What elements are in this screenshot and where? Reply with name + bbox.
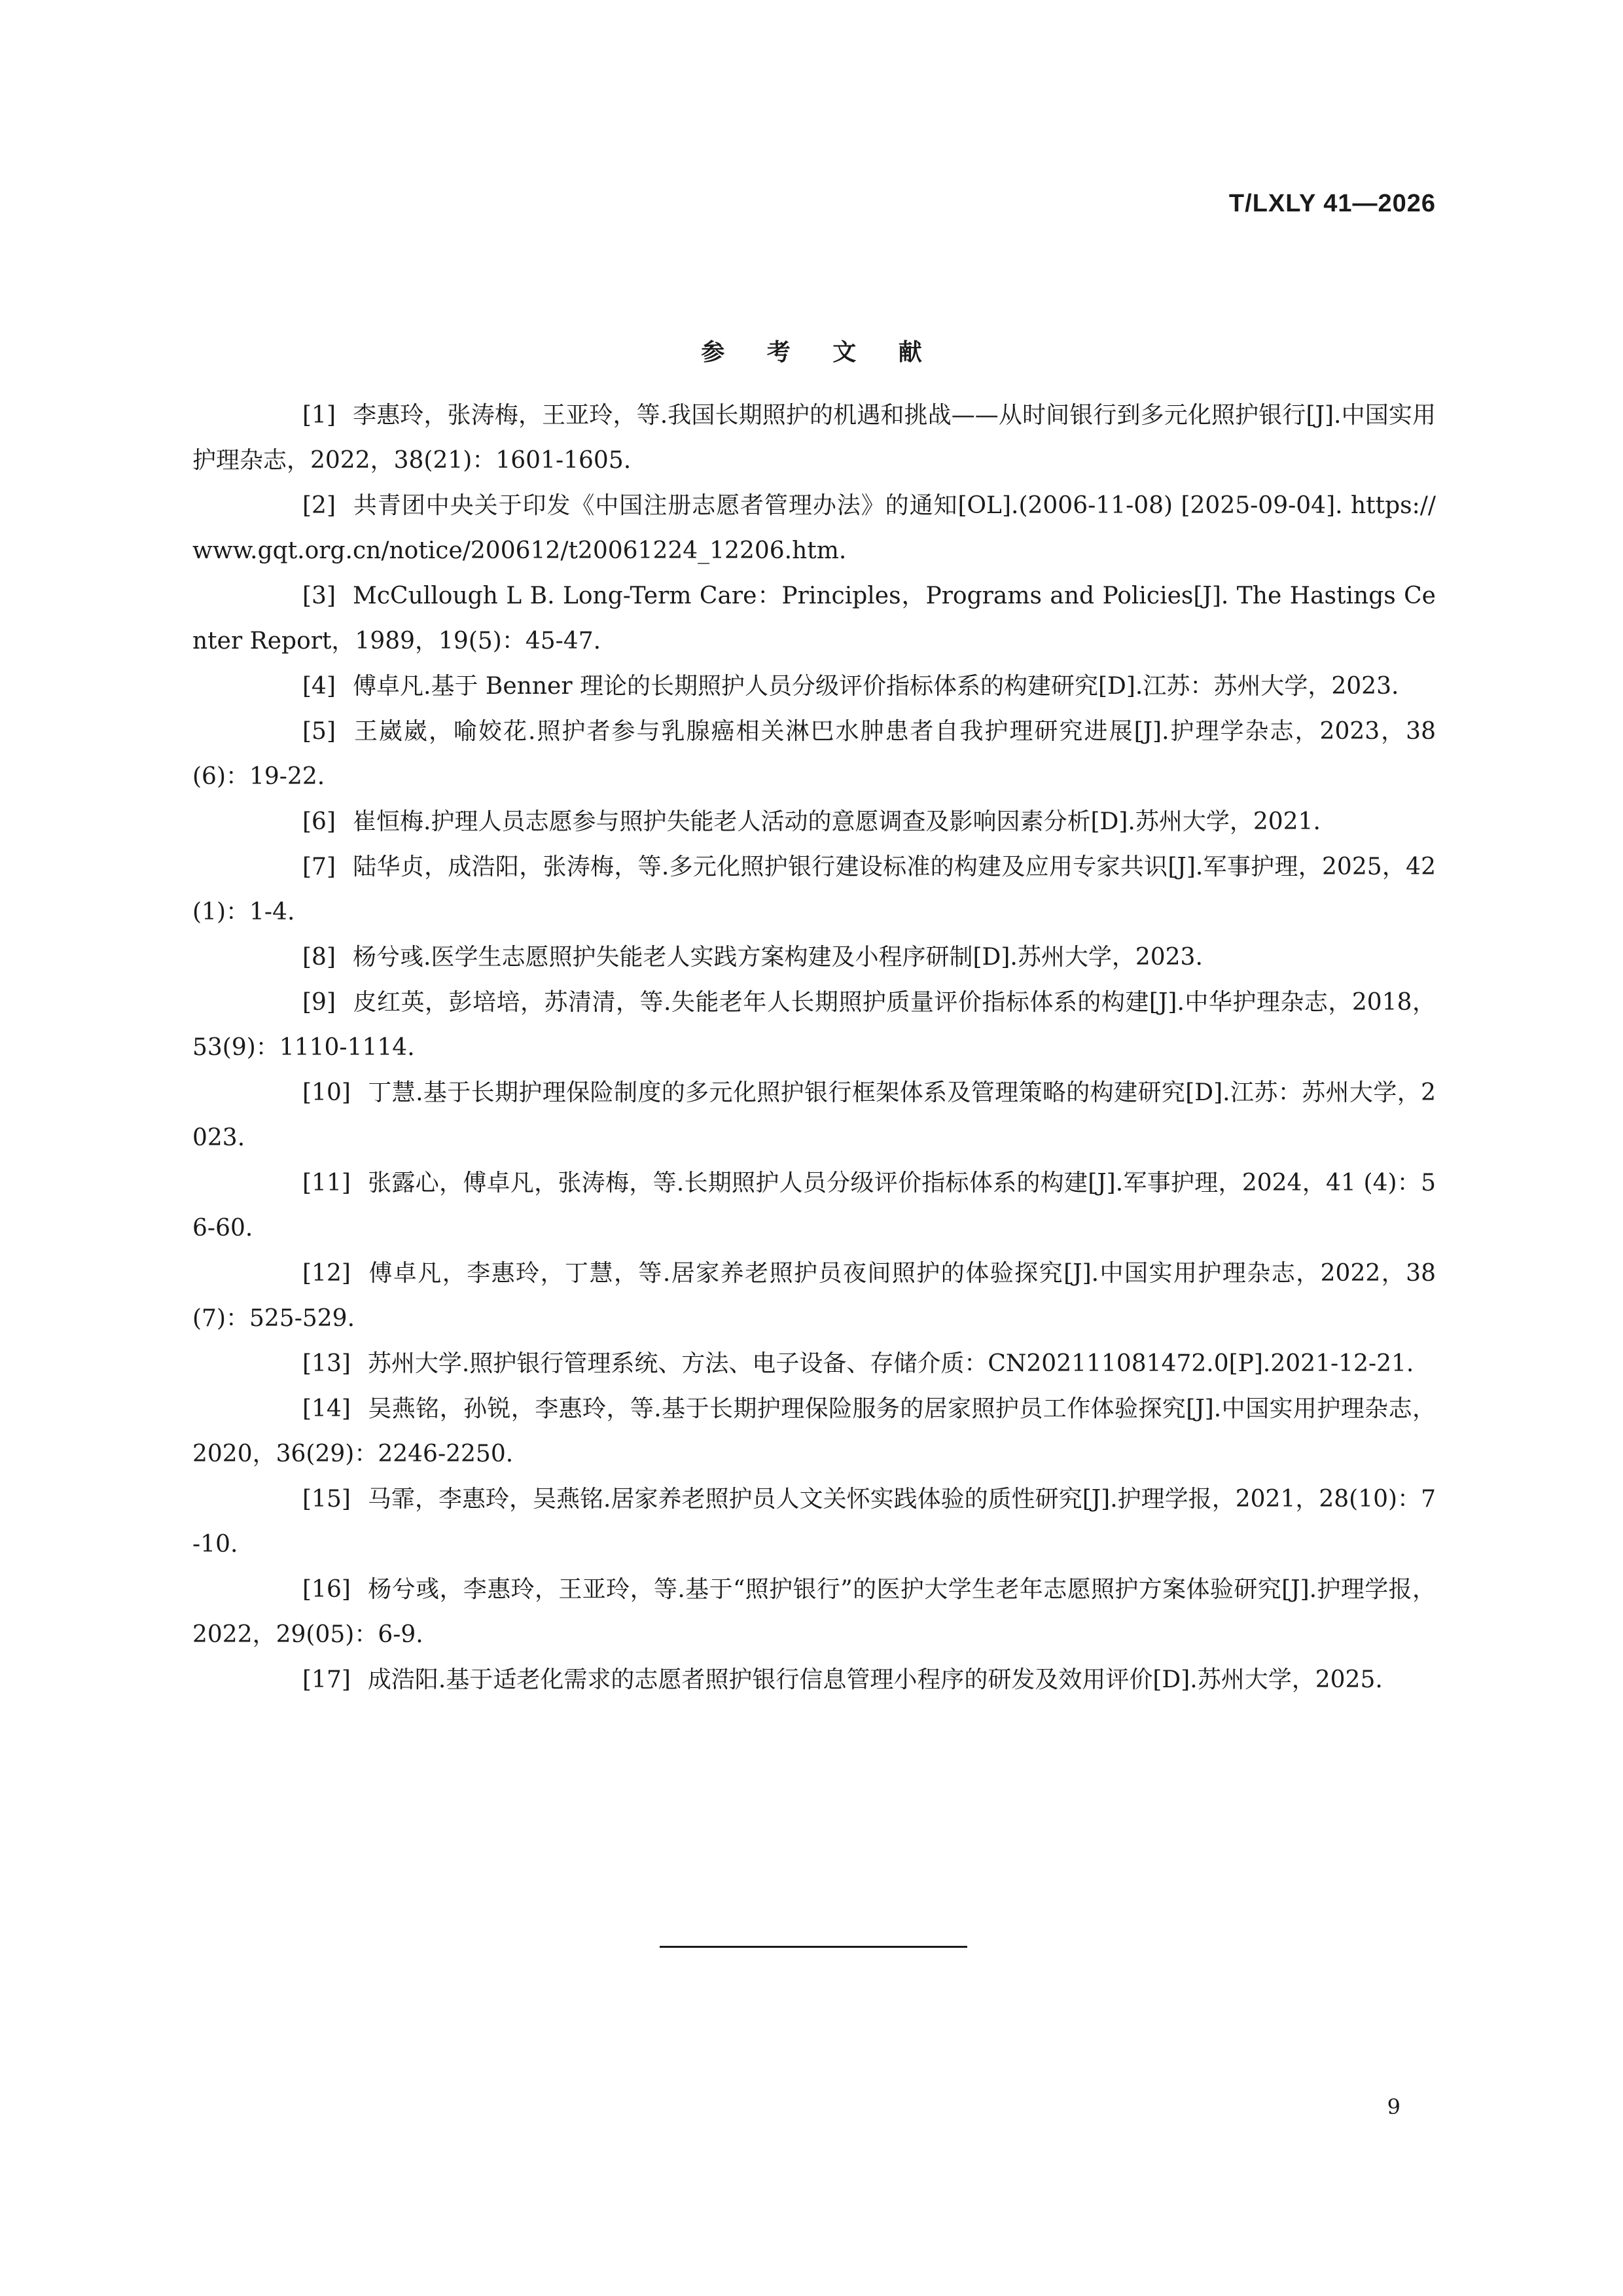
reference-text: 傅卓凡，李惠玲，丁慧，等.居家养老照护员夜间照护的体验探究[J].中国实用护理杂志，2022，38(7)：525-529. <box>192 1260 1436 1332</box>
reference-text: 陆华贞，成浩阳，张涛梅，等.多元化照护银行建设标准的构建及应用专家共识[J].军事护理，2025，42 (1)：1-4. <box>192 853 1436 925</box>
reference-number: [15] <box>302 1486 351 1513</box>
reference-number: [17] <box>302 1666 351 1693</box>
reference-number: [2] <box>302 492 336 519</box>
reference-number: [12] <box>302 1260 351 1287</box>
reference-text: 成浩阳.基于适老化需求的志愿者照护银行信息管理小程序的研发及效用评价[D].苏州大学，2025. <box>367 1666 1383 1693</box>
reference-item <box>192 1657 1436 1702</box>
reference-item <box>192 935 1436 980</box>
reference-text: 杨兮彧.医学生志愿照护失能老人实践方案构建及小程序研制[D].苏州大学，2023. <box>353 944 1203 971</box>
reference-list <box>192 393 1436 1702</box>
reference-item <box>192 1386 1436 1477</box>
reference-text: 吴燕铭，孙锐，李惠玲，等.基于长期护理保险服务的居家照护员工作体验探究[J].中国实用护理杂志，2020，36(29)：2246-2250. <box>192 1395 1436 1467</box>
reference-text: 共青团中央关于印发《中国注册志愿者管理办法》的通知[OL].(2006-11-08) [2025-09-04]. https://www.gqt.org.cn/notice/200612/t20061224_12206.htm. <box>192 492 1436 564</box>
reference-item <box>192 1070 1436 1160</box>
reference-text: 丁慧.基于长期护理保险制度的多元化照护银行框架体系及管理策略的构建研究[D].江苏：苏州大学，2023. <box>192 1079 1436 1151</box>
reference-text: 崔恒梅.护理人员志愿参与照护失能老人活动的意愿调查及影响因素分析[D].苏州大学，2021. <box>353 808 1321 835</box>
reference-number: [1] <box>302 402 336 429</box>
reference-number: [10] <box>302 1079 351 1106</box>
reference-text: 杨兮彧，李惠玲，王亚玲，等.基于“照护银行”的医护大学生老年志愿照护方案体验研究[J].护理学报，2022，29(05)：6-9. <box>192 1576 1436 1648</box>
reference-text: 马霏，李惠玲，吴燕铭.居家养老照护员人文关怀实践体验的质性研究[J].护理学报，2021，28(10)：7-10. <box>192 1486 1436 1558</box>
reference-number: [6] <box>302 808 336 835</box>
reference-number: [14] <box>302 1395 351 1422</box>
reference-item <box>192 709 1436 799</box>
reference-text: 傅卓凡.基于 Benner 理论的长期照护人员分级评价指标体系的构建研究[D].江苏：苏州大学，2023. <box>353 673 1399 700</box>
reference-number: [3] <box>302 583 336 609</box>
reference-item <box>192 1341 1436 1386</box>
reference-item <box>192 799 1436 844</box>
reference-text: 苏州大学.照护银行管理系统、方法、电子设备、存储介质：CN202111081472.0[P].2021-12-21. <box>367 1350 1414 1377</box>
reference-number: [16] <box>302 1576 351 1603</box>
reference-number: [7] <box>302 853 336 880</box>
reference-text: McCullough L B. Long-Term Care：Principles，Programs and Policies[J]. The Hastings Center Report，1989，19(5)：45-47. <box>192 583 1436 655</box>
document-code: T/LXLY 41—2026 <box>1228 190 1436 217</box>
reference-text: 皮红英，彭培培，苏清清，等.失能老年人长期照护质量评价指标体系的构建[J].中华护理杂志，2018，53(9)：1110-1114. <box>192 989 1436 1061</box>
reference-item <box>192 1251 1436 1341</box>
reference-item <box>192 1567 1436 1657</box>
reference-number: [13] <box>302 1350 351 1377</box>
reference-number: [9] <box>302 989 336 1016</box>
reference-text: 王崴崴，喻姣花.照护者参与乳腺癌相关淋巴水肿患者自我护理研究进展[J].护理学杂志，2023，38(6)：19-22. <box>192 718 1436 790</box>
reference-item <box>192 980 1436 1070</box>
reference-number: [4] <box>302 673 336 700</box>
reference-item <box>192 393 1436 483</box>
reference-item <box>192 573 1436 664</box>
reference-number: [5] <box>302 718 336 745</box>
reference-item <box>192 1477 1436 1567</box>
reference-text: 李惠玲，张涛梅，王亚玲，等.我国长期照护的机遇和挑战——从时间银行到多元化照护银行[J].中国实用护理杂志，2022，38(21)：1601-1605. <box>192 402 1436 474</box>
reference-text: 张露心，傅卓凡，张涛梅，等.长期照护人员分级评价指标体系的构建[J].军事护理，2024，41 (4)：56-60. <box>192 1170 1436 1242</box>
end-divider <box>660 1946 967 1948</box>
reference-item <box>192 664 1436 709</box>
reference-number: [11] <box>302 1170 351 1196</box>
section-title: 参 考 文 献 <box>701 339 939 366</box>
reference-item <box>192 844 1436 935</box>
reference-item <box>192 483 1436 573</box>
reference-number: [8] <box>302 944 336 971</box>
page-number: 9 <box>1387 2094 1400 2119</box>
reference-item <box>192 1160 1436 1251</box>
